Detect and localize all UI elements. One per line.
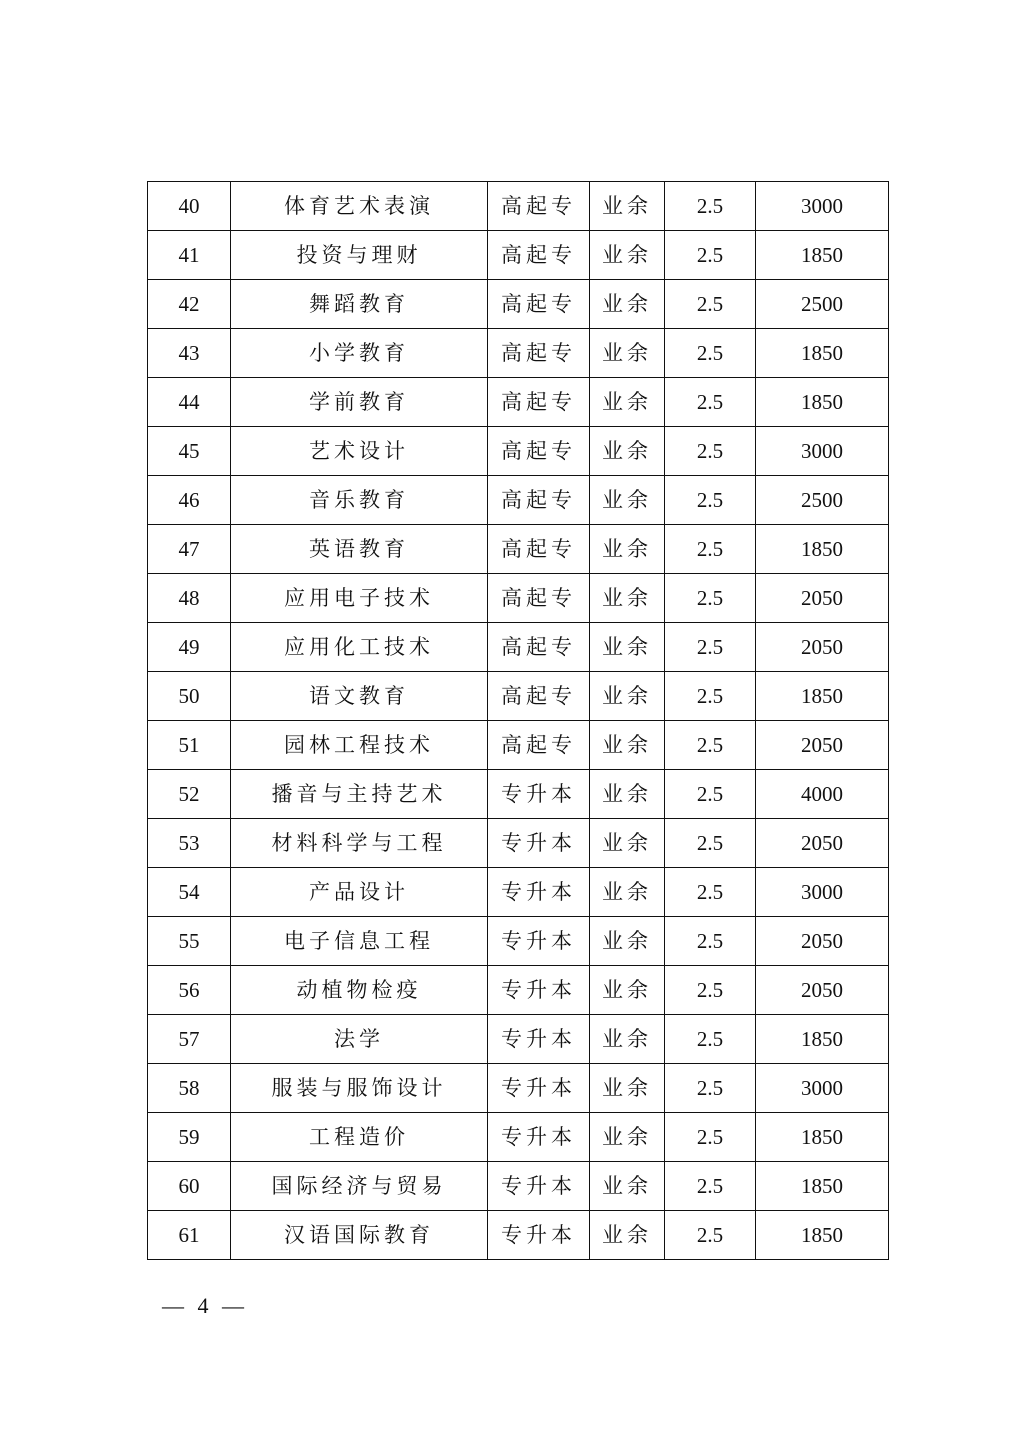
table-row — [148, 525, 889, 574]
study-mode-cell: 业余 — [590, 427, 665, 476]
tuition-fee-cell: 1850 — [756, 1162, 889, 1211]
major-name-cell: 汉语国际教育 — [231, 1211, 488, 1260]
study-years-cell: 2.5 — [665, 1162, 756, 1211]
education-level-cell: 高起专 — [488, 378, 590, 427]
row-number-cell: 45 — [148, 427, 231, 476]
education-level-cell: 专升本 — [488, 770, 590, 819]
study-years-cell: 2.5 — [665, 917, 756, 966]
tuition-fee-cell: 2050 — [756, 966, 889, 1015]
tuition-fee-cell: 2500 — [756, 476, 889, 525]
major-name-cell: 语文教育 — [231, 672, 488, 721]
tuition-fee-cell: 3000 — [756, 427, 889, 476]
study-years-cell: 2.5 — [665, 231, 756, 280]
row-number-cell: 52 — [148, 770, 231, 819]
major-name-cell: 国际经济与贸易 — [231, 1162, 488, 1211]
study-mode-cell: 业余 — [590, 1064, 665, 1113]
education-level-cell: 高起专 — [488, 623, 590, 672]
row-number-cell: 41 — [148, 231, 231, 280]
study-mode-cell: 业余 — [590, 1162, 665, 1211]
study-years-cell: 2.5 — [665, 868, 756, 917]
major-name-cell: 应用化工技术 — [231, 623, 488, 672]
study-years-cell: 2.5 — [665, 770, 756, 819]
table-row — [148, 1015, 889, 1064]
table-row — [148, 182, 889, 231]
table-row — [148, 231, 889, 280]
study-mode-cell: 业余 — [590, 1211, 665, 1260]
study-mode-cell: 业余 — [590, 672, 665, 721]
row-number-cell: 50 — [148, 672, 231, 721]
study-mode-cell: 业余 — [590, 182, 665, 231]
study-mode-cell: 业余 — [590, 917, 665, 966]
major-name-cell: 服装与服饰设计 — [231, 1064, 488, 1113]
study-mode-cell: 业余 — [590, 868, 665, 917]
major-name-cell: 体育艺术表演 — [231, 182, 488, 231]
table-row — [148, 1211, 889, 1260]
table-row — [148, 329, 889, 378]
study-years-cell: 2.5 — [665, 623, 756, 672]
major-name-cell: 艺术设计 — [231, 427, 488, 476]
education-level-cell: 专升本 — [488, 1162, 590, 1211]
table-row — [148, 1162, 889, 1211]
row-number-cell: 53 — [148, 819, 231, 868]
education-level-cell: 专升本 — [488, 966, 590, 1015]
major-name-cell: 产品设计 — [231, 868, 488, 917]
row-number-cell: 44 — [148, 378, 231, 427]
study-years-cell: 2.5 — [665, 378, 756, 427]
study-mode-cell: 业余 — [590, 623, 665, 672]
study-years-cell: 2.5 — [665, 1211, 756, 1260]
tuition-fee-cell: 3000 — [756, 868, 889, 917]
education-level-cell: 高起专 — [488, 525, 590, 574]
table-row — [148, 574, 889, 623]
page-number: — 4 — — [162, 1293, 248, 1318]
table-row — [148, 966, 889, 1015]
row-number-cell: 47 — [148, 525, 231, 574]
tuition-fee-cell: 3000 — [756, 1064, 889, 1113]
study-years-cell: 2.5 — [665, 819, 756, 868]
row-number-cell: 57 — [148, 1015, 231, 1064]
major-name-cell: 动植物检疫 — [231, 966, 488, 1015]
major-name-cell: 小学教育 — [231, 329, 488, 378]
table-row — [148, 819, 889, 868]
study-years-cell: 2.5 — [665, 721, 756, 770]
education-level-cell: 高起专 — [488, 476, 590, 525]
education-level-cell: 专升本 — [488, 1113, 590, 1162]
row-number-cell: 58 — [148, 1064, 231, 1113]
tuition-fee-cell: 1850 — [756, 329, 889, 378]
education-level-cell: 高起专 — [488, 280, 590, 329]
major-name-cell: 舞蹈教育 — [231, 280, 488, 329]
tuition-fee-cell: 1850 — [756, 1113, 889, 1162]
table-row — [148, 1064, 889, 1113]
education-level-cell: 专升本 — [488, 1211, 590, 1260]
tuition-fee-cell: 1850 — [756, 1015, 889, 1064]
row-number-cell: 59 — [148, 1113, 231, 1162]
study-mode-cell: 业余 — [590, 525, 665, 574]
row-number-cell: 40 — [148, 182, 231, 231]
row-number-cell: 49 — [148, 623, 231, 672]
row-number-cell: 48 — [148, 574, 231, 623]
row-number-cell: 54 — [148, 868, 231, 917]
row-number-cell: 43 — [148, 329, 231, 378]
education-level-cell: 高起专 — [488, 427, 590, 476]
tuition-fee-cell: 2050 — [756, 574, 889, 623]
major-name-cell: 园林工程技术 — [231, 721, 488, 770]
study-mode-cell: 业余 — [590, 819, 665, 868]
major-name-cell: 音乐教育 — [231, 476, 488, 525]
program-fee-table — [147, 181, 889, 1260]
table-row — [148, 868, 889, 917]
study-years-cell: 2.5 — [665, 1015, 756, 1064]
study-mode-cell: 业余 — [590, 721, 665, 770]
education-level-cell: 高起专 — [488, 672, 590, 721]
study-mode-cell: 业余 — [590, 231, 665, 280]
row-number-cell: 60 — [148, 1162, 231, 1211]
major-name-cell: 投资与理财 — [231, 231, 488, 280]
major-name-cell: 材料科学与工程 — [231, 819, 488, 868]
tuition-fee-cell: 2050 — [756, 917, 889, 966]
education-level-cell: 专升本 — [488, 917, 590, 966]
education-level-cell: 专升本 — [488, 1064, 590, 1113]
study-mode-cell: 业余 — [590, 378, 665, 427]
table-row — [148, 476, 889, 525]
study-years-cell: 2.5 — [665, 574, 756, 623]
table-row — [148, 280, 889, 329]
table-row — [148, 378, 889, 427]
study-mode-cell: 业余 — [590, 574, 665, 623]
tuition-fee-cell: 1850 — [756, 672, 889, 721]
tuition-fee-cell: 3000 — [756, 182, 889, 231]
tuition-fee-cell: 1850 — [756, 231, 889, 280]
study-mode-cell: 业余 — [590, 1015, 665, 1064]
tuition-fee-cell: 1850 — [756, 378, 889, 427]
row-number-cell: 55 — [148, 917, 231, 966]
major-name-cell: 播音与主持艺术 — [231, 770, 488, 819]
row-number-cell: 56 — [148, 966, 231, 1015]
study-years-cell: 2.5 — [665, 1064, 756, 1113]
row-number-cell: 51 — [148, 721, 231, 770]
education-level-cell: 专升本 — [488, 819, 590, 868]
tuition-fee-cell: 1850 — [756, 525, 889, 574]
education-level-cell: 专升本 — [488, 868, 590, 917]
study-mode-cell: 业余 — [590, 1113, 665, 1162]
study-years-cell: 2.5 — [665, 966, 756, 1015]
tuition-fee-cell: 2500 — [756, 280, 889, 329]
study-mode-cell: 业余 — [590, 329, 665, 378]
study-mode-cell: 业余 — [590, 770, 665, 819]
study-mode-cell: 业余 — [590, 476, 665, 525]
education-level-cell: 专升本 — [488, 1015, 590, 1064]
table-row — [148, 427, 889, 476]
study-years-cell: 2.5 — [665, 280, 756, 329]
study-years-cell: 2.5 — [665, 427, 756, 476]
table-row — [148, 917, 889, 966]
major-name-cell: 学前教育 — [231, 378, 488, 427]
study-years-cell: 2.5 — [665, 525, 756, 574]
row-number-cell: 61 — [148, 1211, 231, 1260]
tuition-fee-cell: 1850 — [756, 1211, 889, 1260]
education-level-cell: 高起专 — [488, 329, 590, 378]
major-name-cell: 应用电子技术 — [231, 574, 488, 623]
study-years-cell: 2.5 — [665, 672, 756, 721]
study-years-cell: 2.5 — [665, 329, 756, 378]
study-years-cell: 2.5 — [665, 1113, 756, 1162]
education-level-cell: 高起专 — [488, 574, 590, 623]
study-mode-cell: 业余 — [590, 280, 665, 329]
education-level-cell: 高起专 — [488, 182, 590, 231]
major-name-cell: 工程造价 — [231, 1113, 488, 1162]
study-years-cell: 2.5 — [665, 182, 756, 231]
tuition-fee-cell: 4000 — [756, 770, 889, 819]
table-row — [148, 770, 889, 819]
row-number-cell: 42 — [148, 280, 231, 329]
tuition-fee-cell: 2050 — [756, 623, 889, 672]
education-level-cell: 高起专 — [488, 721, 590, 770]
study-years-cell: 2.5 — [665, 476, 756, 525]
table-row — [148, 672, 889, 721]
major-name-cell: 电子信息工程 — [231, 917, 488, 966]
study-mode-cell: 业余 — [590, 966, 665, 1015]
tuition-fee-cell: 2050 — [756, 721, 889, 770]
tuition-fee-cell: 2050 — [756, 819, 889, 868]
table-row — [148, 1113, 889, 1162]
table-row — [148, 623, 889, 672]
major-name-cell: 法学 — [231, 1015, 488, 1064]
table-row — [148, 721, 889, 770]
row-number-cell: 46 — [148, 476, 231, 525]
major-name-cell: 英语教育 — [231, 525, 488, 574]
education-level-cell: 高起专 — [488, 231, 590, 280]
